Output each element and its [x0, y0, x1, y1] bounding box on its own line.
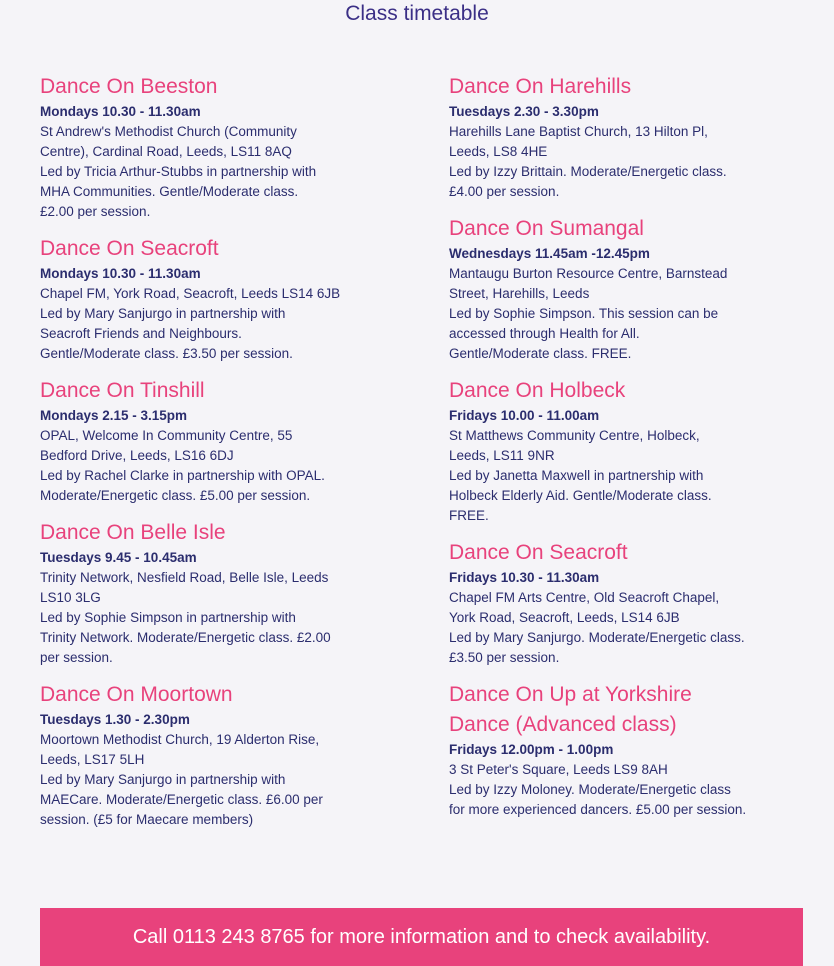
session-time: Mondays 10.30 - 11.30am [40, 104, 201, 119]
class-session [449, 680, 819, 820]
class-session [449, 376, 819, 526]
class-session [449, 538, 819, 668]
session-time: Tuesdays 1.30 - 2.30pm [40, 712, 190, 727]
session-detail: Led by Sophie Simpson. This session can be [449, 306, 719, 321]
session-detail: £3.50 per session. [449, 650, 560, 665]
session-detail: Led by Mary Sanjurgo in partnership with [40, 306, 286, 321]
session-detail: 3 St Peter's Square, Leeds LS9 8AH [449, 762, 668, 777]
session-title: Dance On Harehills [449, 75, 632, 98]
session-detail: Moortown Methodist Church, 19 Alderton Rise, [40, 732, 320, 747]
session-time: Mondays 2.15 - 3.15pm [40, 408, 188, 423]
session-title: Dance On Tinshill [40, 379, 205, 402]
session-detail: £4.00 per session. [449, 184, 560, 199]
class-session [40, 376, 410, 506]
session-title: Dance On Holbeck [449, 379, 626, 402]
session-detail: Led by Izzy Brittain. Moderate/Energetic class. [449, 164, 727, 179]
session-detail: Seacroft Friends and Neighbours. [40, 326, 242, 341]
page-title: Class timetable [345, 2, 489, 25]
session-detail: Chapel FM Arts Centre, Old Seacroft Chapel, [449, 590, 720, 605]
session-title: Dance On Sumangal [449, 217, 644, 240]
session-detail: Leeds, LS17 5LH [40, 752, 145, 767]
session-time: Wednesdays 11.45am -12.45pm [449, 246, 650, 261]
session-detail: Led by Izzy Moloney. Moderate/Energetic class [449, 782, 731, 797]
session-time: Fridays 12.00pm - 1.00pm [449, 742, 614, 757]
session-detail: St Andrew's Methodist Church (Community [40, 124, 297, 139]
session-time: Mondays 10.30 - 11.30am [40, 266, 201, 281]
session-detail: Street, Harehills, Leeds [449, 286, 590, 301]
session-detail: St Matthews Community Centre, Holbeck, [449, 428, 700, 443]
session-time: Tuesdays 9.45 - 10.45am [40, 550, 197, 565]
session-title: Dance On Belle Isle [40, 521, 226, 544]
call-to-action-banner: Call 0113 243 8765 for more information and to check availability. [40, 908, 803, 966]
session-detail: Leeds, LS8 4HE [449, 144, 548, 159]
session-title: Dance On Moortown [40, 683, 233, 706]
class-session [40, 680, 410, 830]
session-detail: Harehills Lane Baptist Church, 13 Hilton Pl, [449, 124, 708, 139]
session-detail: Led by Sophie Simpson in partnership with [40, 610, 296, 625]
session-detail: Moderate/Energetic class. £5.00 per session. [40, 488, 311, 503]
session-detail: Mantaugu Burton Resource Centre, Barnstead [449, 266, 728, 281]
class-session [40, 518, 410, 668]
left-column [40, 72, 410, 842]
session-detail: Trinity Network, Nesfield Road, Belle Isle, Leeds [40, 570, 329, 585]
session-detail: Gentle/Moderate class. £3.50 per session. [40, 346, 293, 361]
session-title: Dance (Advanced class) [449, 713, 677, 736]
session-detail: Led by Mary Sanjurgo. Moderate/Energetic class. [449, 630, 745, 645]
session-detail: Led by Tricia Arthur-Stubbs in partnership with [40, 164, 317, 179]
session-detail: £2.00 per session. [40, 204, 151, 219]
class-session [449, 72, 819, 202]
session-title: Dance On Seacroft [40, 237, 219, 260]
session-detail: Centre), Cardinal Road, Leeds, LS11 8AQ [40, 144, 292, 159]
session-title: Dance On Seacroft [449, 541, 628, 564]
session-detail: MAECare. Moderate/Energetic class. £6.00 per [40, 792, 323, 807]
session-detail: LS10 3LG [40, 590, 101, 605]
session-detail: Led by Rachel Clarke in partnership with OPAL. [40, 468, 325, 483]
session-detail: Trinity Network. Moderate/Energetic class. £2.00 [40, 630, 331, 645]
session-detail: for more experienced dancers. £5.00 per session. [449, 802, 747, 817]
session-detail: MHA Communities. Gentle/Moderate class. [40, 184, 299, 199]
session-title: Dance On Up at Yorkshire [449, 683, 692, 706]
session-detail: Bedford Drive, Leeds, LS16 6DJ [40, 448, 234, 463]
class-session [40, 234, 410, 364]
session-detail: Holbeck Elderly Aid. Gentle/Moderate class. [449, 488, 712, 503]
session-detail: Gentle/Moderate class. FREE. [449, 346, 632, 361]
session-title: Dance On Beeston [40, 75, 218, 98]
right-column [449, 72, 819, 832]
session-detail: FREE. [449, 508, 489, 523]
class-session [40, 72, 410, 222]
session-time: Tuesdays 2.30 - 3.30pm [449, 104, 599, 119]
session-time: Fridays 10.30 - 11.30am [449, 570, 600, 585]
session-detail: session. (£5 for Maecare members) [40, 812, 254, 827]
session-detail: accessed through Health for All. [449, 326, 640, 341]
session-detail: Led by Janetta Maxwell in partnership with [449, 468, 704, 483]
session-detail: OPAL, Welcome In Community Centre, 55 [40, 428, 293, 443]
session-detail: per session. [40, 650, 113, 665]
session-detail: Led by Mary Sanjurgo in partnership with [40, 772, 286, 787]
session-detail: Chapel FM, York Road, Seacroft, Leeds LS14 6JB [40, 286, 341, 301]
session-detail: Leeds, LS11 9NR [449, 448, 555, 463]
class-session [449, 214, 819, 364]
session-detail: York Road, Seacroft, Leeds, LS14 6JB [449, 610, 680, 625]
session-time: Fridays 10.00 - 11.00am [449, 408, 600, 423]
